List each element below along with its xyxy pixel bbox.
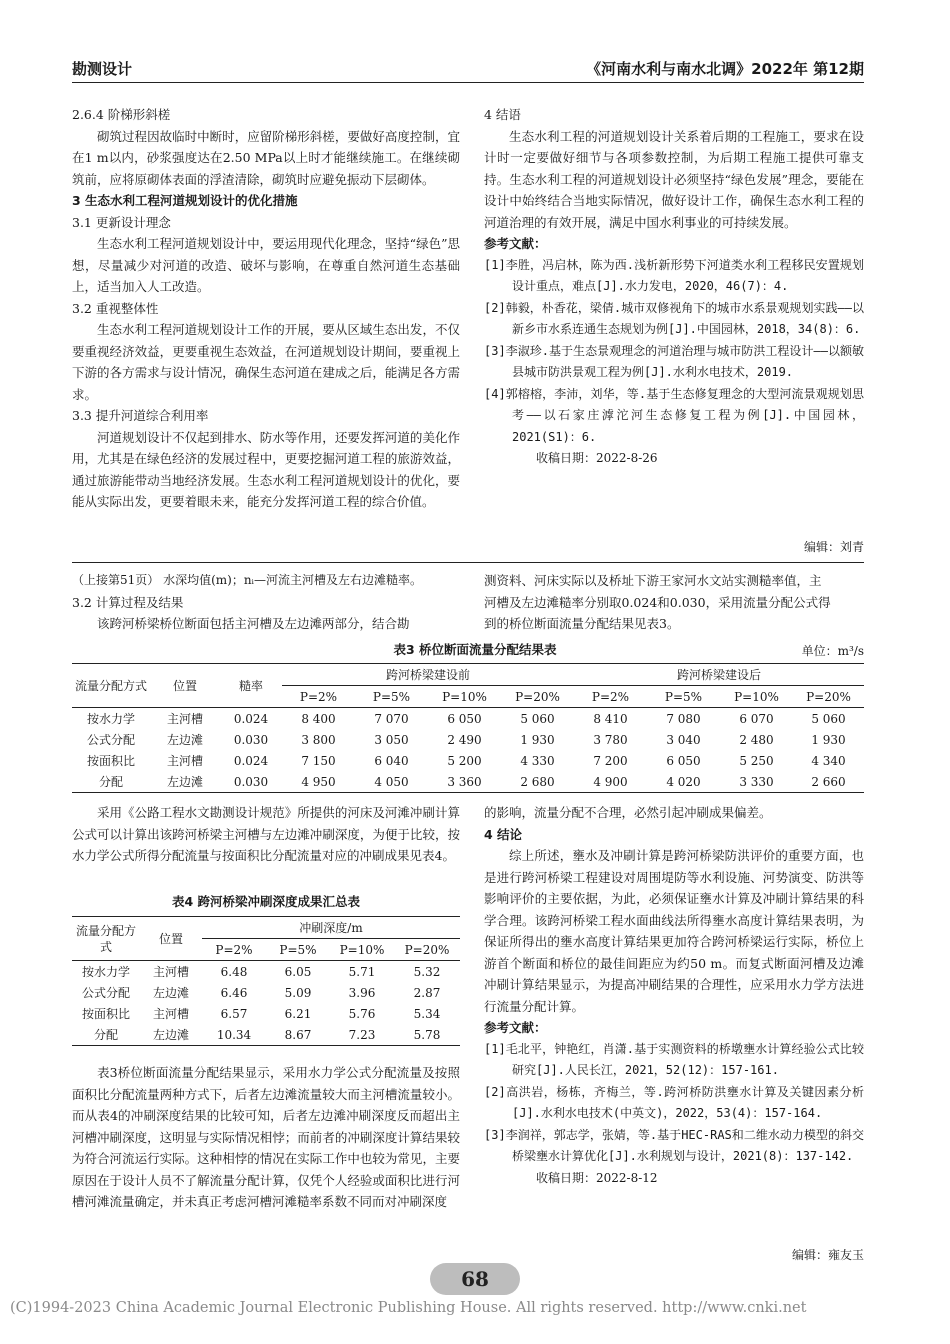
cell: 左边滩	[150, 771, 220, 793]
paragraph-line: 的影响，流量分配不合理，必然引起冲刷成果偏差。	[484, 805, 772, 820]
lower-right-column	[484, 802, 864, 1189]
received-date: 收稿日期：2022-8-26	[536, 451, 658, 465]
header-cell: P=2%	[202, 939, 266, 961]
table-4-caption: 表4 跨河桥梁冲刷深度成果汇总表	[171, 894, 361, 909]
reference-item: [4]郭榕榕，李沛，刘华，等.基于生态修复理念的大型河流景观规划思考——以石家庄滹沱河生态修复工程为例[J].中国园林，2021(S1)：6.	[484, 386, 864, 444]
cell: 5 060	[520, 711, 555, 726]
header-cell: P=10%	[330, 939, 394, 961]
table-row	[72, 750, 864, 771]
table-row	[72, 1003, 460, 1024]
header-cell: P=5%	[647, 686, 720, 708]
method-cell: 按面积比	[81, 1007, 130, 1021]
top-left-column	[72, 104, 460, 513]
cell: 5.32	[413, 964, 441, 979]
cell: 6.57	[220, 1006, 248, 1021]
header-cell: 位置	[150, 664, 220, 708]
heading-4-conclusion: 4 结语	[484, 107, 521, 122]
header-cell: 冲刷深度/m	[202, 917, 460, 939]
method-cell: 按水力学	[86, 712, 135, 726]
header-cell: P=20%	[793, 686, 864, 708]
paragraph: 砌筑过程因故临时中断时，应留阶梯形斜槎，要做好高度控制，宜在1 m以内，砂浆强度达在2.50 MPa以上时才能继续施工。在继续砌筑前，应将原砌体表面的浮渣清除，砌筑时应避免振动下层砌体。	[72, 128, 460, 187]
cell: 6 050	[447, 711, 482, 726]
header-cell: 跨河桥梁建设后	[574, 664, 864, 686]
reference-item: [1]毛北平，钟艳红，肖潇.基于实测资料的桥墩壅水计算经验公式比较研究[J].人民长江，2021，52(12)：157-161.	[484, 1041, 864, 1077]
cell: 3 050	[374, 732, 409, 747]
header-cell: 流量分配方式	[72, 664, 150, 708]
editor-credit: 编辑：刘青	[803, 540, 864, 554]
copyright-notice: (C)1994-2023 China Academic Journal Electronic Publishing House. All rights reserved. http://www.cnki.net	[10, 1300, 807, 1316]
cell: 7 070	[374, 711, 409, 726]
cell: 4 050	[355, 771, 428, 793]
cell: 主河槽	[166, 712, 203, 726]
paragraph-line: 测资料、河床实际以及桥址下游王家河水文站实测糙率值，主	[484, 573, 822, 588]
section-divider	[72, 562, 864, 563]
cell: 6.46	[220, 985, 248, 1000]
cell: 3 780	[593, 732, 628, 747]
method-cell: 公式分配	[86, 733, 135, 747]
cell: 5.71	[348, 964, 376, 979]
lower-left-para-2	[72, 1062, 460, 1213]
reference-item: [2]韩毅，朴香花，梁倩.城市双修视角下的城市水系景观规划实践——以新乡市水系连通生态规划为例[J].中国园林，2018，34(8)：6.	[484, 300, 864, 336]
table-row	[72, 729, 864, 750]
header-cell: P=10%	[428, 686, 501, 708]
header-cell: 跨河桥梁建设前	[282, 664, 574, 686]
cell: 左边滩	[152, 986, 189, 1000]
cell: 6 040	[374, 753, 409, 768]
cell: 7 080	[666, 711, 701, 726]
table-row	[72, 771, 864, 793]
cell: 4 950	[282, 771, 355, 793]
paragraph-line: 到的桥位断面流量分配结果见表3。	[484, 616, 680, 631]
references-title: 参考文献：	[484, 1020, 547, 1035]
cell: 5.09	[284, 985, 312, 1000]
cell: 0.030	[220, 771, 282, 793]
cell: 0.024	[233, 753, 269, 768]
method-cell: 按水力学	[81, 965, 130, 979]
table-header-row	[72, 917, 460, 939]
heading-3-1: 3.1 更新设计理念	[72, 214, 171, 230]
cell: 2.87	[413, 985, 441, 1000]
paragraph-line: 河槽及左边滩糙率分别取0.024和0.030，采用流量分配公式得	[484, 594, 831, 610]
cell: 1 930	[520, 732, 555, 747]
table-row	[72, 708, 864, 730]
received-date: 收稿日期：2022-8-12	[536, 1170, 658, 1185]
cell: 2 490	[447, 732, 482, 747]
cell: 4 340	[811, 753, 846, 768]
heading-3-2: 3.2 重视整体性	[72, 300, 159, 316]
paragraph: 采用《公路工程水文勘测设计规范》所提供的河床及河滩冲刷计算公式可以计算出该跨河桥梁主河槽与左边滩冲刷深度，为便于比较，按水力学公式所得分配流量与按面积比分配流量对应的冲刷成果见表4。	[72, 805, 460, 863]
cell: 4 330	[520, 753, 555, 768]
paragraph: 生态水利工程河道规划设计中，要运用现代化理念，坚持“绿色”思想，尽量减少对河道的改造、破坏与影响，在尊重自然河道生态基础上，适当加入人工改造。	[72, 236, 460, 294]
table-3-unit: 单位：m³/s	[801, 644, 864, 658]
heading-3: 3 生态水利工程河道规划设计的优化措施	[72, 193, 298, 208]
table-row	[72, 1024, 460, 1046]
table-3-caption: 表3 桥位断面流量分配结果表	[393, 642, 557, 657]
paragraph: 综上所述，壅水及冲刷计算是跨河桥梁防洪评价的重要方面，也是进行跨河桥梁工程建设对周围堤防等水利设施、河势演变、防洪等影响评价的主要依据，为此，必须保证壅水计算及冲刷计算结果的科学合理。该跨河桥梁工程水面曲线法所得壅水高度计算结果表明，为保证所得出的壅水高度计算结果更加符合跨河桥梁运行实际，桥位上游首个断面和桥位的最佳间距应为约50 m。而复式断面河槽及边滩冲刷计算结果显示，为提高冲刷结果的合理性，应采用水力学方法进行流量分配计算。	[484, 848, 864, 1014]
cell: 5 060	[811, 711, 846, 726]
cell: 5 250	[739, 753, 774, 768]
cell: 主河槽	[166, 754, 203, 768]
header-cell: 位置	[140, 917, 202, 961]
header-cell: P=20%	[394, 939, 460, 961]
table-4	[72, 916, 460, 1046]
mid-right-text	[484, 570, 864, 635]
cell: 5.78	[394, 1024, 460, 1046]
heading-4-conclusion: 4 结论	[484, 826, 523, 842]
table-row	[72, 982, 460, 1003]
cell: 6.48	[220, 964, 248, 979]
method-cell: 分配	[72, 1024, 140, 1046]
cell: 3 330	[720, 771, 793, 793]
header-cell: P=2%	[282, 686, 355, 708]
cell: 5.34	[413, 1006, 441, 1021]
cell: 2 480	[739, 732, 774, 747]
cell: 8.67	[266, 1024, 330, 1046]
cell: 主河槽	[152, 1007, 189, 1021]
cell: 7 150	[301, 753, 336, 768]
cell: 4 900	[574, 771, 647, 793]
cell: 6 050	[666, 753, 701, 768]
cell: 3.96	[348, 985, 376, 1000]
table-row	[72, 961, 460, 983]
header-cell: P=5%	[266, 939, 330, 961]
references-title: 参考文献：	[484, 236, 547, 251]
cell: 7.23	[330, 1024, 394, 1046]
cell: 8 400	[301, 711, 336, 726]
cell: 6.05	[284, 964, 312, 979]
reference-list	[484, 1039, 864, 1190]
cell: 3 040	[666, 732, 701, 747]
heading-3-2-calc: 3.2 计算过程及结果	[72, 594, 184, 610]
cell: 6.21	[284, 1006, 312, 1021]
cell: 2 680	[501, 771, 574, 793]
header-cell: P=10%	[720, 686, 793, 708]
cell: 2 660	[793, 771, 864, 793]
cell: 主河槽	[152, 965, 189, 979]
paragraph: 生态水利工程的河道规划设计关系着后期的工程施工，要求在设计时一定要做好细节与各项参数控制，为后期工程施工提供可靠支持。生态水利工程的河道规划设计必须坚持“绿色发展”理念，要能在设计中始终结合当地实际情况，做好设计工作，确保生态水利工程的河道治理的有效开展，满足中国水利事业的可持续发展。	[484, 128, 864, 230]
header-cell: P=5%	[355, 686, 428, 708]
editor-credit: 编辑：雍友玉	[791, 1248, 864, 1262]
cell: 左边滩	[166, 733, 203, 747]
header-cell: P=2%	[574, 686, 647, 708]
cell: 3 360	[428, 771, 501, 793]
cell: 4 020	[647, 771, 720, 793]
cell: 7 200	[593, 753, 628, 768]
cell: 8 410	[593, 711, 628, 726]
reference-list	[484, 255, 864, 470]
reference-item: [3]李润祥，郭志学，张婧，等.基于HEC-RAS和二维水动力模型的斜交桥梁壅水计算优化[J].水利规划与设计，2021(8)：137-142.	[484, 1127, 864, 1163]
table-header-row	[72, 664, 864, 686]
method-cell: 按面积比	[86, 754, 135, 768]
mid-left-text	[72, 570, 460, 635]
method-cell: 分配	[72, 771, 150, 793]
paragraph: 表3桥位断面流量分配结果显示，采用水力学公式分配流量及按照面积比分配流量两种方式下，后者左边滩流量较大而主河槽流量较小。而从表4的冲刷深度结果的比较可知，后者左边滩冲刷深度反而超出主河槽冲刷深度，这明显与实际情况相悖；而前者的冲刷深度计算结果较为符合河流运行实际。这种相悖的情况在实际工作中也较为常见，主要原因在于设计人员不了解流量分配计算，仅凭个人经验或面积比进行河槽河滩流量确定，并未真正考虑河槽河滩糙率系数不同而对冲刷深度	[72, 1065, 460, 1209]
cell: 10.34	[202, 1024, 266, 1046]
paragraph: 生态水利工程河道规划设计工作的开展，要从区域生态出发，不仅要重视经济效益，更要重视生态效益，在河道规划设计期间，要重视上下游的各方需求与设计情况，确保生态河道在建成之后，能满足各方需求。	[72, 322, 460, 402]
reference-item: [3]李淑珍.基于生态景观理念的河道治理与城市防洪工程设计——以额敏县城市防洪景观工程为例[J].水利水电技术，2019.	[484, 343, 864, 379]
journal-title: 《河南水利与南水北调》2022年 第12期	[586, 60, 864, 78]
cell: 5.76	[348, 1006, 376, 1021]
heading-3-3: 3.3 提升河道综合利用率	[72, 408, 209, 423]
section-label: 勘测设计	[72, 60, 133, 78]
cell: 1 930	[811, 732, 846, 747]
top-right-column	[484, 104, 864, 470]
header-rule	[72, 82, 864, 83]
header-cell: 流量分配方式	[72, 917, 140, 961]
continued-from-note: （上接第51页） 水深均值(m)；nᵢ—河流主河槽及左右边滩糙率。	[72, 573, 422, 587]
lower-left-para-1	[72, 802, 460, 867]
cell: 0.024	[233, 711, 269, 726]
paragraph: 河道规划设计不仅起到排水、防水等作用，还要发挥河道的美化作用，尤其是在绿色经济的发展过程中，更要挖掘河道工程的旅游效益，通过旅游能带动当地经济发展。生态水利工程河道规划设计的优化，要能从实际出发，更要着眼未来，能充分发挥河道工程的综合价值。	[72, 429, 460, 509]
cell: 0.030	[233, 732, 269, 747]
method-cell: 公式分配	[81, 986, 130, 1000]
paragraph: 该跨河桥梁桥位断面包括主河槽及左边滩两部分，结合勘	[97, 616, 410, 631]
reference-item: [2]高洪岩，杨栋，齐梅兰，等.跨河桥防洪壅水计算及关键因素分析[J].水利水电技术(中英文)，2022，53(4)：157-164.	[484, 1084, 864, 1120]
heading-2-6-4: 2.6.4 阶梯形斜槎	[72, 107, 171, 122]
header-cell: P=20%	[501, 686, 574, 708]
cell: 3 800	[301, 732, 336, 747]
cell: 5 200	[447, 753, 482, 768]
cell: 左边滩	[140, 1024, 202, 1046]
page-number: 68	[430, 1263, 520, 1295]
table-3	[72, 663, 864, 793]
header-cell: 糙率	[220, 664, 282, 708]
cell: 6 070	[739, 711, 774, 726]
reference-item: [1]李胜，冯启林，陈为西.浅析新形势下河道类水利工程移民安置规划设计重点，难点[J].水力发电，2020，46(7)：4.	[484, 257, 864, 293]
